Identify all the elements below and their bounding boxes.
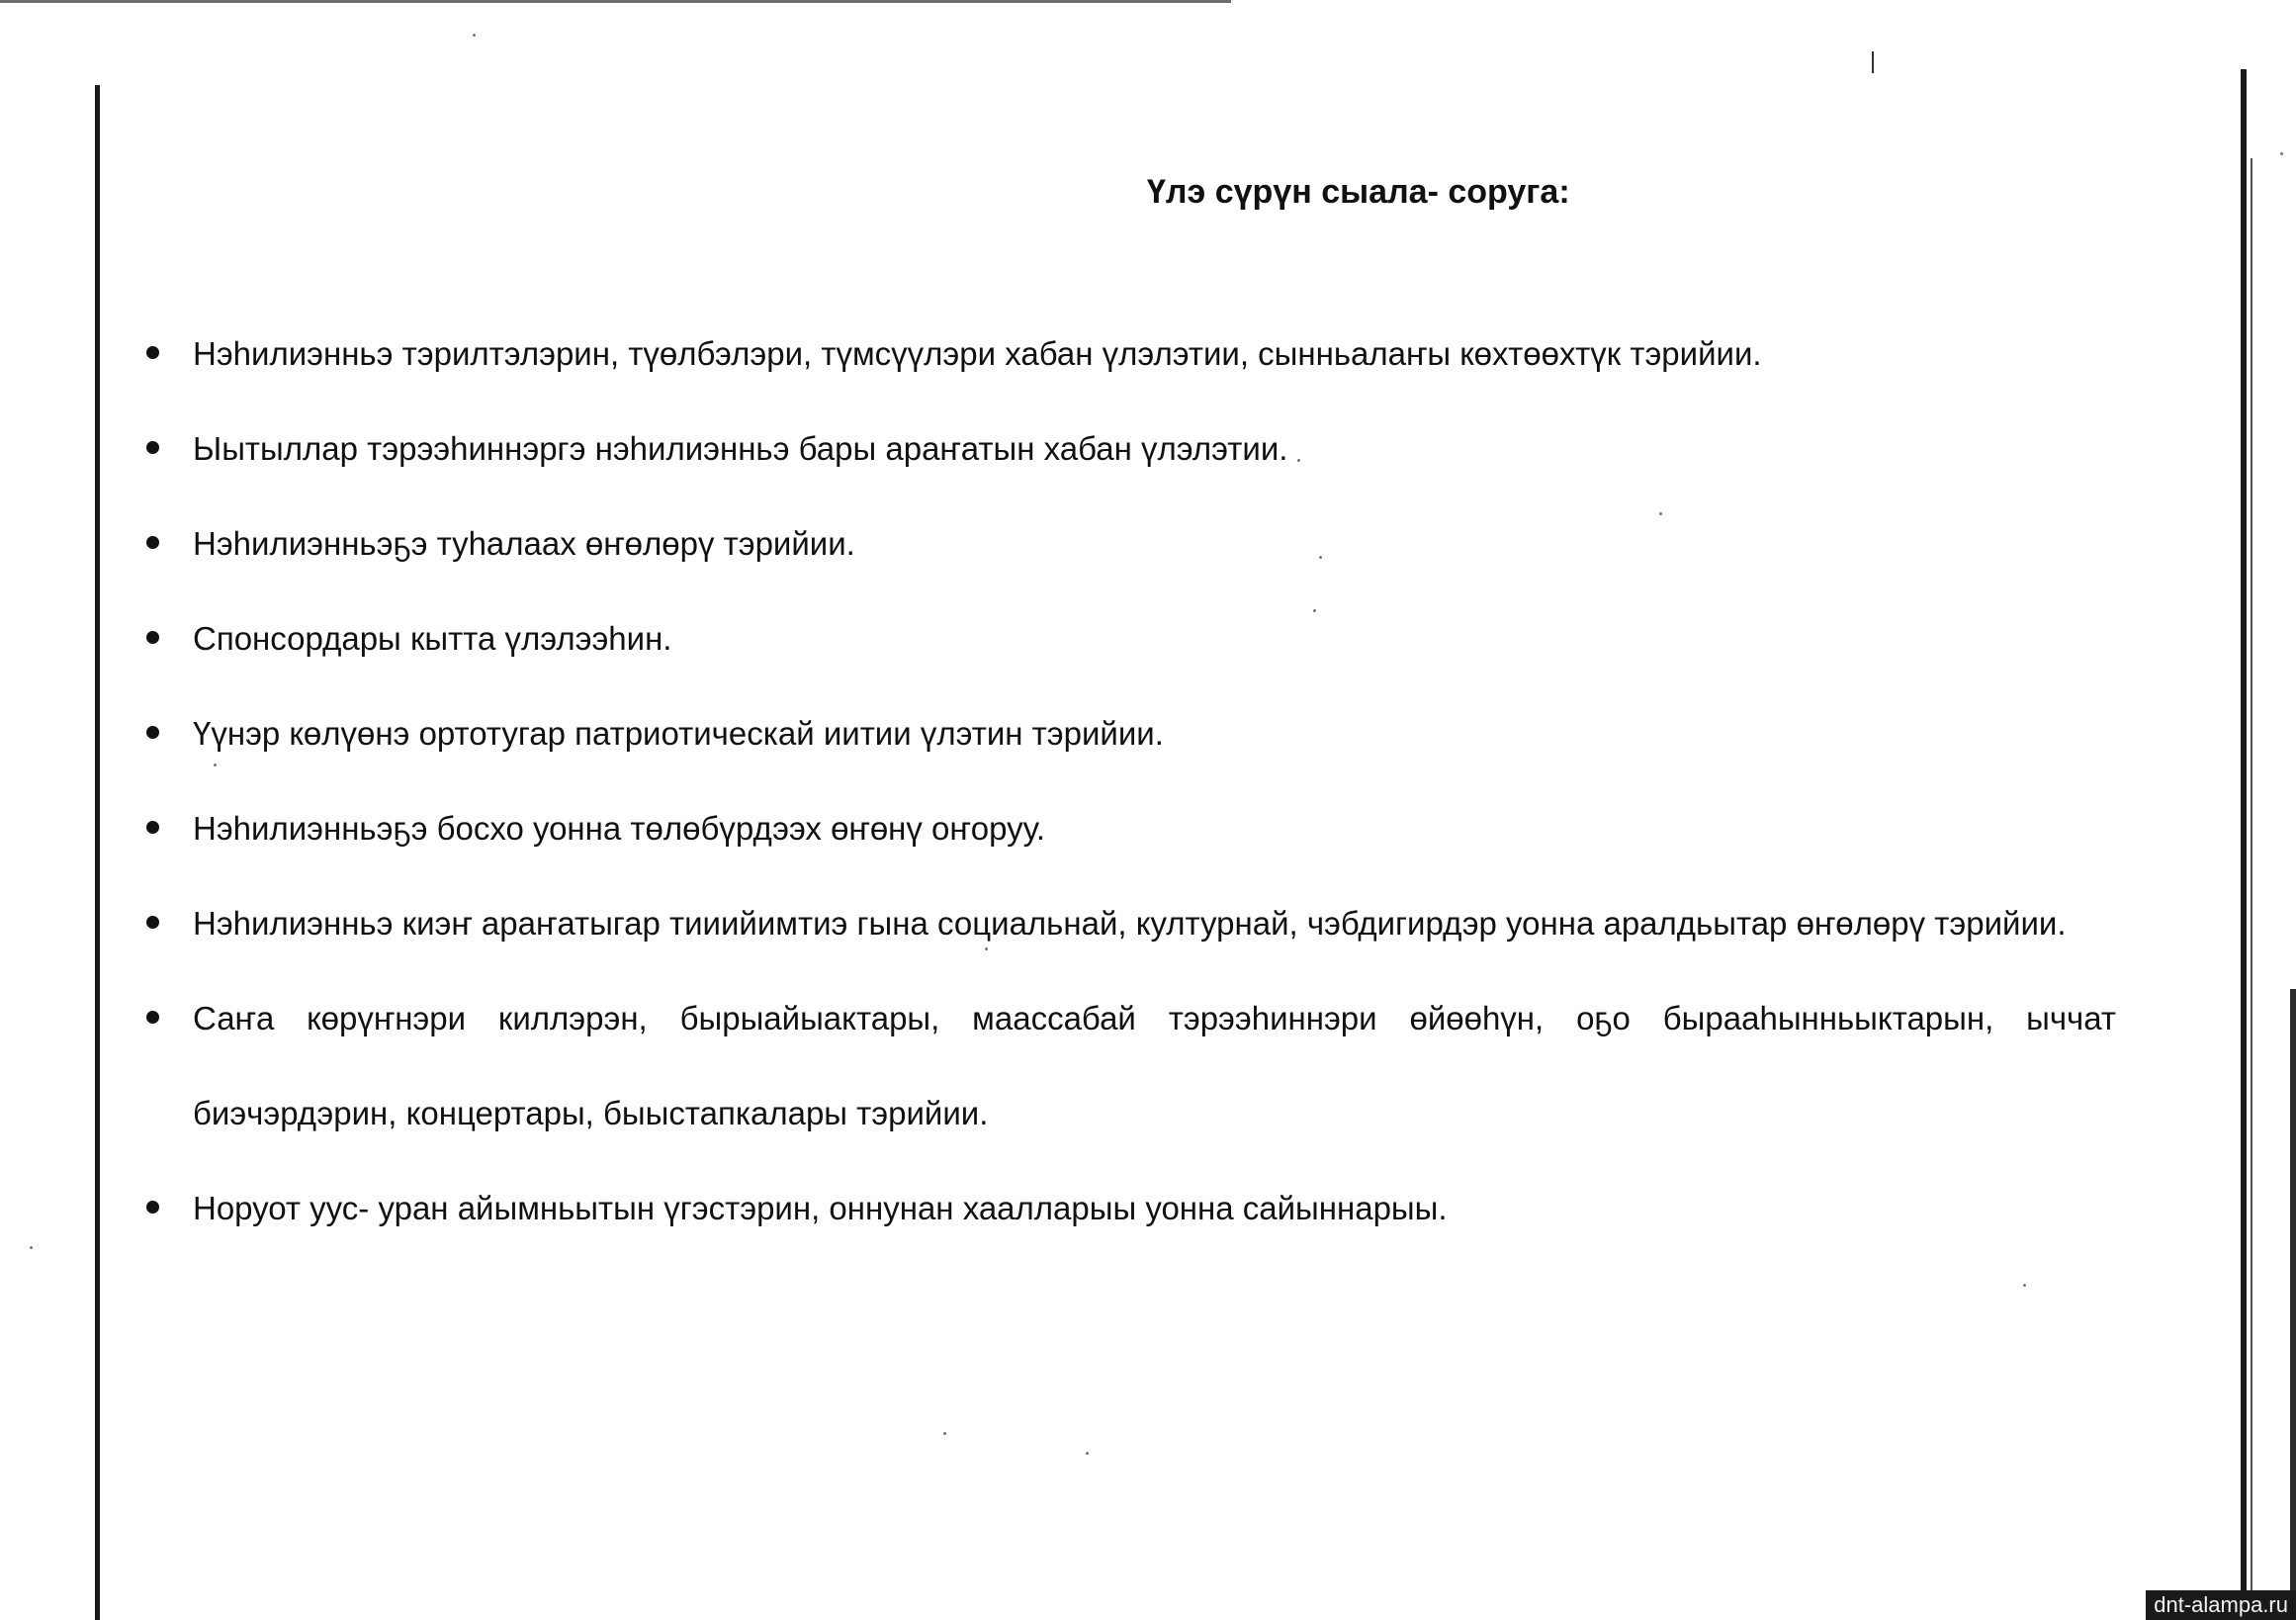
list-item-text: Нэһилиэнньэҕэ туһалаах өҥөлөрү тэрийии. <box>193 525 855 562</box>
list-item <box>138 402 2116 496</box>
list-item-text: Норуот уус- уран айымньытын үгэстэрин, оннунан хаалларыы уонна сайыннарыы. <box>193 1190 1448 1226</box>
source-watermark: dnt-alampa.ru <box>2146 1590 2296 1620</box>
list-item <box>138 496 2116 591</box>
scan-speck <box>473 34 476 37</box>
bullet-icon <box>146 1201 159 1214</box>
list-item <box>138 686 2116 781</box>
list-item-text: Нэһилиэнньэ киэҥ араҥатыгар тииийимтиэ гына социальнай, културнай, чэбдигирдэр уонна аралдьытар өҥөлөрү тэрийии. <box>193 905 2067 942</box>
bullet-icon <box>146 916 159 929</box>
scan-speck <box>943 1432 946 1435</box>
document-heading: Үлэ сүрүн сыала- соруга: <box>1147 173 1570 211</box>
bullet-list <box>138 307 2116 1256</box>
scan-top-edge <box>0 0 1231 3</box>
scan-speck <box>30 1246 33 1249</box>
scan-speck <box>1086 1452 1089 1455</box>
scan-right-border <box>2241 69 2247 1620</box>
list-item-text: Үүнэр көлүөнэ ортотугар патриотическай иитии үлэтин тэрийии. <box>193 715 1164 752</box>
bullet-icon <box>146 441 159 454</box>
bullet-icon <box>146 346 159 359</box>
bullet-icon <box>146 726 159 739</box>
list-item <box>138 971 2116 1161</box>
bullet-icon <box>146 536 159 549</box>
scan-speck <box>2023 1284 2026 1287</box>
list-item-text: Нэһилиэнньэҕэ босхо уонна төлөбүрдээх өҥөнү оҥоруу. <box>193 810 1045 847</box>
list-item-text: Нэһилиэнньэ тэрилтэлэрин, түөлбэлэри, түмсүүлэри хабан үлэлэтии, сынньалаҥы көхтөөхтүк тэрийии. <box>193 335 1762 372</box>
list-item <box>138 307 2116 402</box>
scan-right-border-shadow <box>2251 158 2252 1620</box>
list-item <box>138 781 2116 876</box>
list-item <box>138 591 2116 686</box>
list-item-text: Саҥа көрүҥнэри киллэрэн, бырыайыактары, маассабай тэрээһиннэри өйөөһүн, оҕо бырааһынньыктарын, ыччат биэчэрдэрин, концертары, быыстапкалары тэрийии. <box>193 1000 2116 1131</box>
bullet-icon <box>146 821 159 834</box>
list-item-text: Спонсордары кытта үлэлээһин. <box>193 620 672 657</box>
scan-mark <box>1872 51 1874 73</box>
list-item <box>138 1161 2116 1256</box>
scan-page-edge <box>2290 989 2296 1620</box>
bullet-icon <box>146 1011 159 1024</box>
list-item <box>138 876 2116 971</box>
list-item-text: Ыытыллар тэрээһиннэргэ нэһилиэнньэ бары араҥатын хабан үлэлэтии. <box>193 430 1288 467</box>
bullet-icon <box>146 631 159 644</box>
scan-speck <box>2280 152 2283 155</box>
scan-left-border <box>95 85 100 1620</box>
